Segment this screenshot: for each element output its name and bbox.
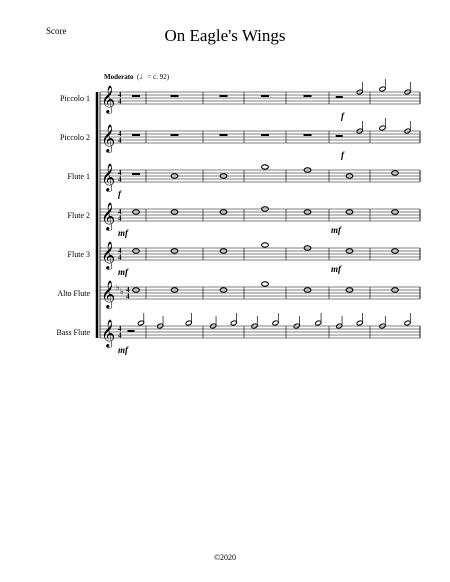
time-signature-bottom: 4 <box>118 136 122 145</box>
instrument-name: Piccolo 2 <box>60 133 90 142</box>
whole-rest <box>261 95 269 97</box>
whole-rest <box>171 134 179 136</box>
whole-note <box>262 243 269 247</box>
whole-rest <box>132 173 140 175</box>
treble-clef-icon: 𝄞 <box>101 85 116 113</box>
half-rest <box>336 96 343 98</box>
time-signature-bottom: 4 <box>118 214 122 223</box>
dynamic-marking: mf <box>331 225 341 235</box>
whole-note <box>262 165 269 169</box>
time-signature-bottom: 4 <box>118 331 122 340</box>
half-rest <box>336 135 343 137</box>
treble-clef-icon: 𝄞 <box>101 280 116 308</box>
time-signature-bottom: 4 <box>126 292 130 301</box>
time-signature-top: 4 <box>118 130 122 138</box>
whole-note <box>262 282 269 286</box>
flat-icon: ♭ <box>116 283 120 292</box>
tempo-value: = c. 92 <box>147 73 167 81</box>
treble-clef-icon: 𝄞 <box>101 124 116 152</box>
instrument-name: Flute 2 <box>67 211 90 220</box>
whole-rest <box>132 95 140 97</box>
instrument-name: Flute 3 <box>67 250 90 259</box>
time-signature-top: 4 <box>126 286 130 294</box>
time-signature-top: 4 <box>118 169 122 177</box>
dynamic-marking: mf <box>118 228 128 238</box>
half-rest <box>128 330 135 332</box>
instrument-name: Alto Flute <box>57 289 90 298</box>
tempo-marking: Moderato (♩= c. 92) <box>104 72 170 81</box>
treble-clef-icon: 𝄞 <box>101 319 116 347</box>
flat-icon: ♭ <box>120 287 124 296</box>
instrument-name: Bass Flute <box>56 328 90 337</box>
copyright-footer: ©2020 <box>213 553 237 562</box>
whole-rest <box>132 134 140 136</box>
instrument-name: Piccolo 1 <box>60 94 90 103</box>
dynamic-marking: mf <box>118 345 128 355</box>
time-signature-bottom: 4 <box>118 253 122 262</box>
time-signature-top: 4 <box>118 208 122 216</box>
treble-clef-icon: 𝄞 <box>101 163 116 191</box>
whole-rest <box>220 134 228 136</box>
quarter-note-icon: ♩ <box>139 72 148 81</box>
whole-rest <box>304 95 312 97</box>
treble-clef-icon: 𝄞 <box>101 241 116 269</box>
time-signature-top: 4 <box>118 247 122 255</box>
score-label: Score <box>46 26 67 36</box>
whole-rest <box>304 134 312 136</box>
tempo-text: Moderato <box>104 73 134 81</box>
dynamic-marking: f <box>341 150 344 160</box>
dynamic-marking: f <box>118 189 121 199</box>
treble-clef-icon: 𝄞 <box>101 202 116 230</box>
time-signature-bottom: 4 <box>118 97 122 106</box>
time-signature-top: 4 <box>118 325 122 333</box>
dynamic-marking: mf <box>118 267 128 277</box>
time-signature-bottom: 4 <box>118 175 122 184</box>
time-signature-top: 4 <box>118 91 122 99</box>
whole-rest <box>171 95 179 97</box>
whole-rest <box>220 95 228 97</box>
piece-title: On Eagle's Wings <box>164 26 286 45</box>
whole-rest <box>261 134 269 136</box>
dynamic-marking: mf <box>331 264 341 274</box>
instrument-name: Flute 1 <box>67 172 90 181</box>
dynamic-marking: f <box>341 111 344 121</box>
